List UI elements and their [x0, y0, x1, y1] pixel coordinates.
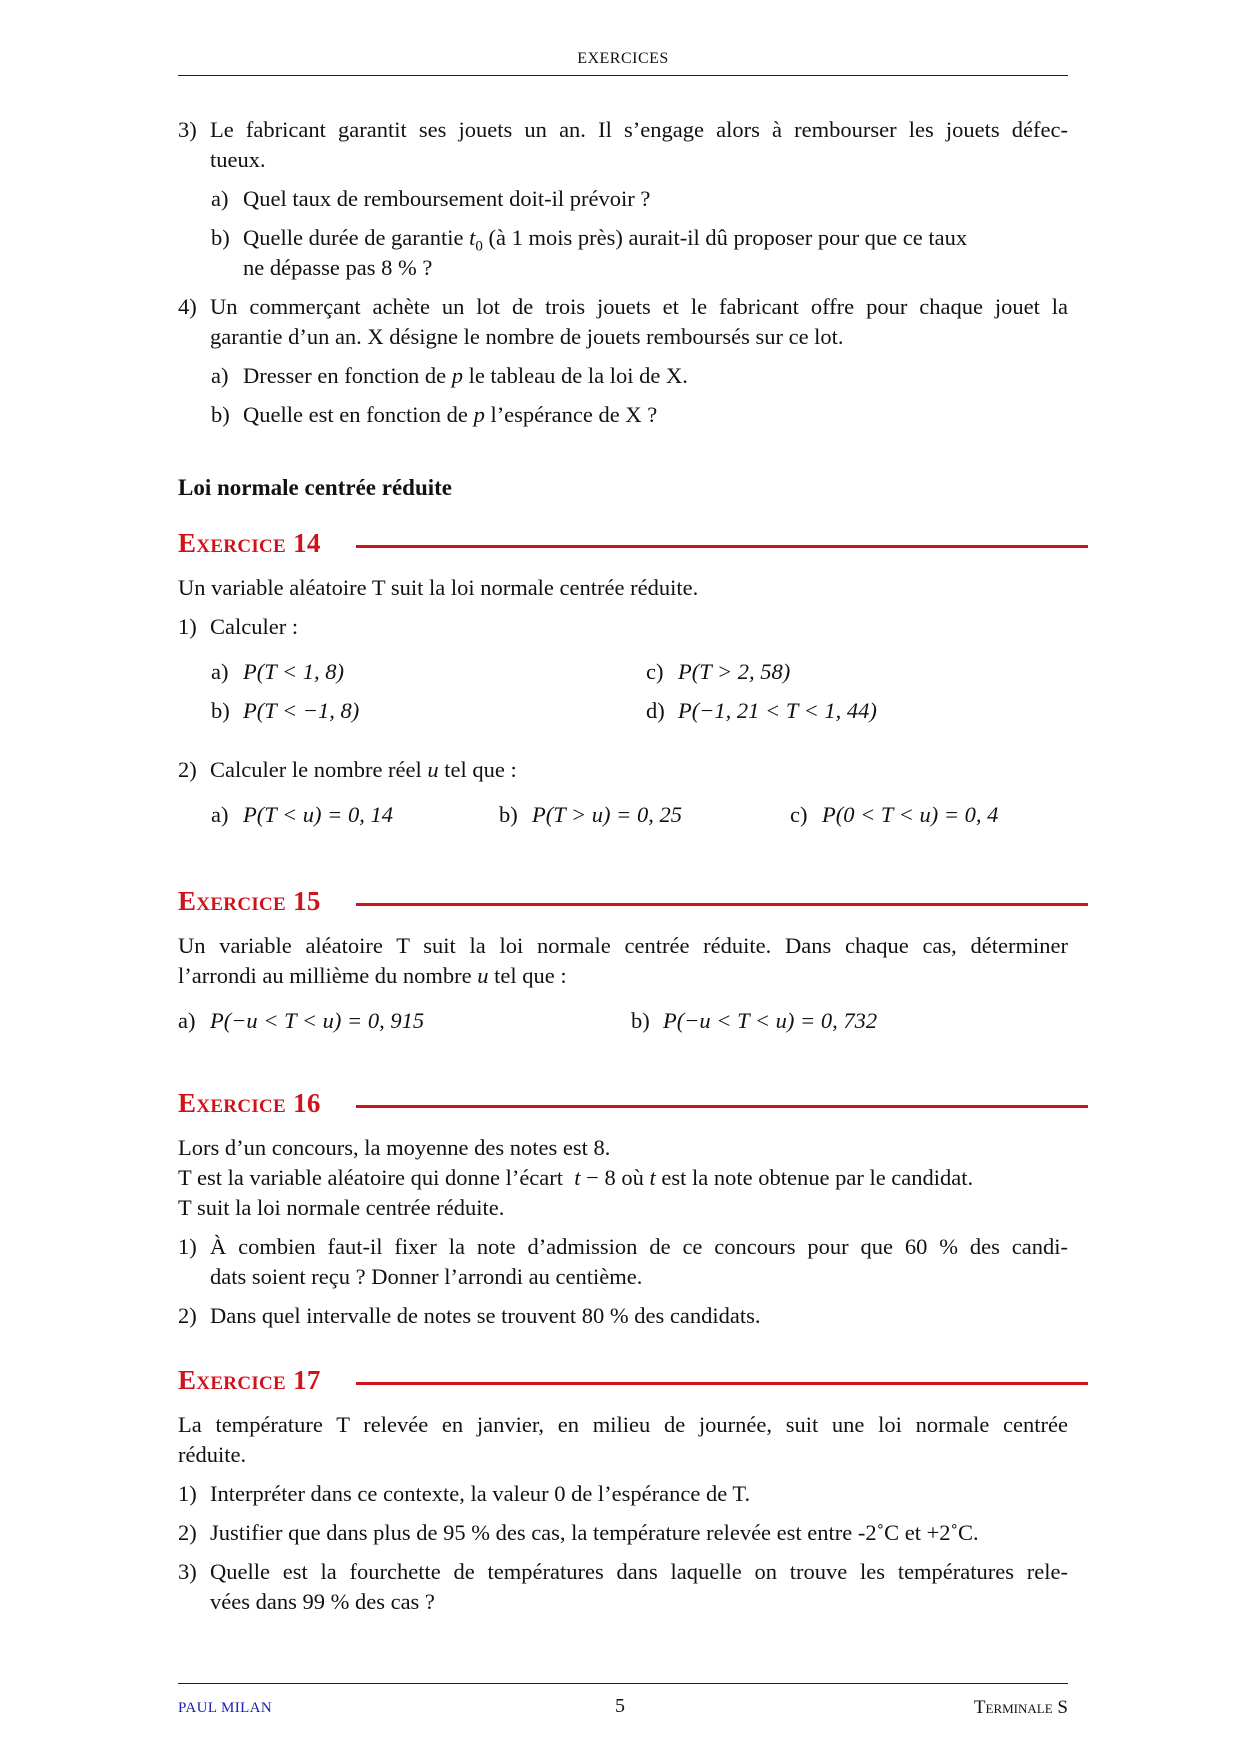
- question-4-line-2: garantie d’un an. X désigne le nombre de jouets remboursés sur ce lot.: [210, 324, 844, 349]
- exercise-14-q1a-expr: P(T < 1, 8): [243, 659, 345, 684]
- exercise-16-q2-number: 2): [178, 1303, 197, 1328]
- page-number: 5: [615, 1695, 625, 1717]
- question-3b-pre: Quelle durée de garantie: [243, 225, 470, 250]
- exercise-14-q1c-expr: P(T > 2, 58): [678, 659, 791, 684]
- question-4a-pre: Dresser en fonction de: [243, 363, 452, 388]
- exercise-14-heading: [178, 528, 1088, 562]
- question-3b-number: b): [211, 225, 230, 250]
- exercise-17-line-1: La température T relevée en janvier, en milieu de journée, suit une loi normale centrée: [178, 1412, 1068, 1437]
- exercise-14-q2b-expr: P(T > u) = 0, 25: [532, 802, 682, 827]
- exercise-14-q2a-number: a): [211, 802, 229, 827]
- question-3-line-2: tueux.: [210, 147, 266, 172]
- exercise-17-line-2: réduite.: [178, 1442, 247, 1467]
- exercise-17-q2-text: Justifier que dans plus de 95 % des cas, la température relevée est entre -2˚C et +2˚C.: [210, 1520, 979, 1545]
- footer-level: Terminale S: [973, 1697, 1068, 1718]
- question-3b-line-1: [243, 225, 1068, 256]
- exercise-16-line-2-mid: − 8 où: [580, 1165, 650, 1190]
- question-3b-sub: 0: [475, 238, 483, 255]
- exercise-14-q1b-expr: P(T < −1, 8): [243, 698, 360, 723]
- exercise-14-q2-post: tel que :: [438, 757, 517, 782]
- exercise-16-line-2: [178, 1165, 973, 1191]
- exercise-14-q1b-number: b): [211, 698, 230, 723]
- exercise-14-q1a-number: a): [211, 659, 229, 684]
- exercise-17-q3-line-2: vées dans 99 % des cas ?: [210, 1589, 435, 1614]
- exercise-16-line-1: Lors d’un concours, la moyenne des notes est 8.: [178, 1135, 611, 1160]
- question-3b-line-2: ne dépasse pas 8 % ?: [243, 255, 433, 280]
- exercise-17-heading: [178, 1365, 1088, 1399]
- exercise-16-line-3: T suit la loi normale centrée réduite.: [178, 1195, 505, 1220]
- exercise-14-q1c-number: c): [646, 659, 664, 684]
- exercise-15-line-2-pre: l’arrondi au millième du nombre: [178, 963, 478, 988]
- question-4b-var: p: [473, 402, 485, 427]
- question-4a-var: p: [451, 363, 463, 388]
- exercise-14-label: Exercice 14: [178, 528, 321, 558]
- question-4b-number: b): [211, 402, 230, 427]
- exercise-16-heading: [178, 1088, 1088, 1122]
- exercise-14-q2-text: [210, 757, 517, 783]
- question-3b-post: (à 1 mois près) aurait-il dû proposer pour que ce taux: [482, 225, 968, 250]
- exercise-14-q2b-number: b): [499, 802, 518, 827]
- exercise-14-intro: Un variable aléatoire T suit la loi normale centrée réduite.: [178, 575, 699, 600]
- exercise-16-q1-line-1: À combien faut-il fixer la note d’admission de ce concours pour que 60 % des candi-: [210, 1234, 1068, 1259]
- header-rule: [178, 75, 1068, 76]
- exercise-15-qa-expr: P(−u < T < u) = 0, 915: [210, 1008, 425, 1033]
- question-3-number: 3): [178, 117, 197, 142]
- exercise-17-q1-number: 1): [178, 1481, 197, 1506]
- footer-author: PAUL MILAN: [178, 1700, 273, 1716]
- exercise-15-rule: [356, 903, 1088, 906]
- exercise-14-q2a-expr: P(T < u) = 0, 14: [243, 802, 393, 827]
- exercise-16-line-2-var2: t: [649, 1165, 656, 1190]
- exercise-15-line-2: [178, 963, 567, 989]
- question-4b-pre: Quelle est en fonction de: [243, 402, 474, 427]
- exercise-16-line-2-pre: T est la variable aléatoire qui donne l’écart: [178, 1165, 569, 1190]
- exercise-14-q1-text: Calculer :: [210, 614, 299, 639]
- question-3b-var: t: [469, 225, 476, 250]
- exercise-14-q2-pre: Calculer le nombre réel: [210, 757, 428, 782]
- exercise-15-label: Exercice 15: [178, 886, 321, 916]
- exercise-14-q2c-number: c): [790, 802, 808, 827]
- exercise-15-qb-number: b): [631, 1008, 650, 1033]
- exercise-14-q2c-expr: P(0 < T < u) = 0, 4: [822, 802, 999, 827]
- exercise-17-rule: [356, 1382, 1088, 1385]
- exercise-16-q1-number: 1): [178, 1234, 197, 1259]
- question-3a-text: Quel taux de remboursement doit-il prévoir ?: [243, 186, 651, 211]
- exercise-14-q1d-number: d): [646, 698, 665, 723]
- exercise-16-label: Exercice 16: [178, 1088, 321, 1118]
- exercise-16-rule: [356, 1105, 1088, 1108]
- exercise-17-q1-text: Interpréter dans ce contexte, la valeur 0 de l’espérance de T.: [210, 1481, 751, 1506]
- exercise-14-q2-var: u: [427, 757, 439, 782]
- exercise-15-qa-number: a): [178, 1008, 196, 1033]
- exercise-16-line-2-var1: t: [574, 1165, 581, 1190]
- question-3-line-1: Le fabricant garantit ses jouets un an. Il s’engage alors à rembourser les jouets défec-: [210, 117, 1068, 142]
- question-4-number: 4): [178, 294, 197, 319]
- question-4a-text: [243, 363, 688, 389]
- exercise-16-q2-text: Dans quel intervalle de notes se trouvent 80 % des candidats.: [210, 1303, 761, 1328]
- exercise-17-q3-line-1: Quelle est la fourchette de températures dans laquelle on trouve les températures rele-: [210, 1559, 1068, 1584]
- exercise-15-heading: [178, 886, 1088, 920]
- exercise-15-line-2-var: u: [477, 963, 489, 988]
- exercise-16-q1-line-2: dats soient reçu ? Donner l’arrondi au centième.: [210, 1264, 643, 1289]
- page-header: EXERCICES: [577, 50, 669, 67]
- exercise-17-label: Exercice 17: [178, 1365, 321, 1395]
- question-4-line-1: Un commerçant achète un lot de trois jouets et le fabricant offre pour chaque jouet la: [210, 294, 1068, 319]
- question-4a-post: le tableau de la loi de X.: [462, 363, 688, 388]
- question-4b-text: [243, 402, 657, 428]
- question-4b-post: l’espérance de X ?: [484, 402, 658, 427]
- question-3a-number: a): [211, 186, 229, 211]
- exercise-15-line-2-post: tel que :: [488, 963, 567, 988]
- exercise-15-line-1: Un variable aléatoire T suit la loi normale centrée réduite. Dans chaque cas, déterminer: [178, 933, 1068, 958]
- exercise-14-rule: [356, 545, 1088, 548]
- exercise-14-q1d-expr: P(−1, 21 < T < 1, 44): [678, 698, 877, 723]
- footer-rule: [178, 1683, 1068, 1684]
- exercise-15-qb-expr: P(−u < T < u) = 0, 732: [663, 1008, 878, 1033]
- exercise-14-q1-number: 1): [178, 614, 197, 639]
- exercise-14-q2-number: 2): [178, 757, 197, 782]
- question-4a-number: a): [211, 363, 229, 388]
- exercise-17-q3-number: 3): [178, 1559, 197, 1584]
- section-title: Loi normale centrée réduite: [178, 475, 452, 500]
- exercise-17-q2-number: 2): [178, 1520, 197, 1545]
- exercise-16-line-2-post: est la note obtenue par le candidat.: [655, 1165, 974, 1190]
